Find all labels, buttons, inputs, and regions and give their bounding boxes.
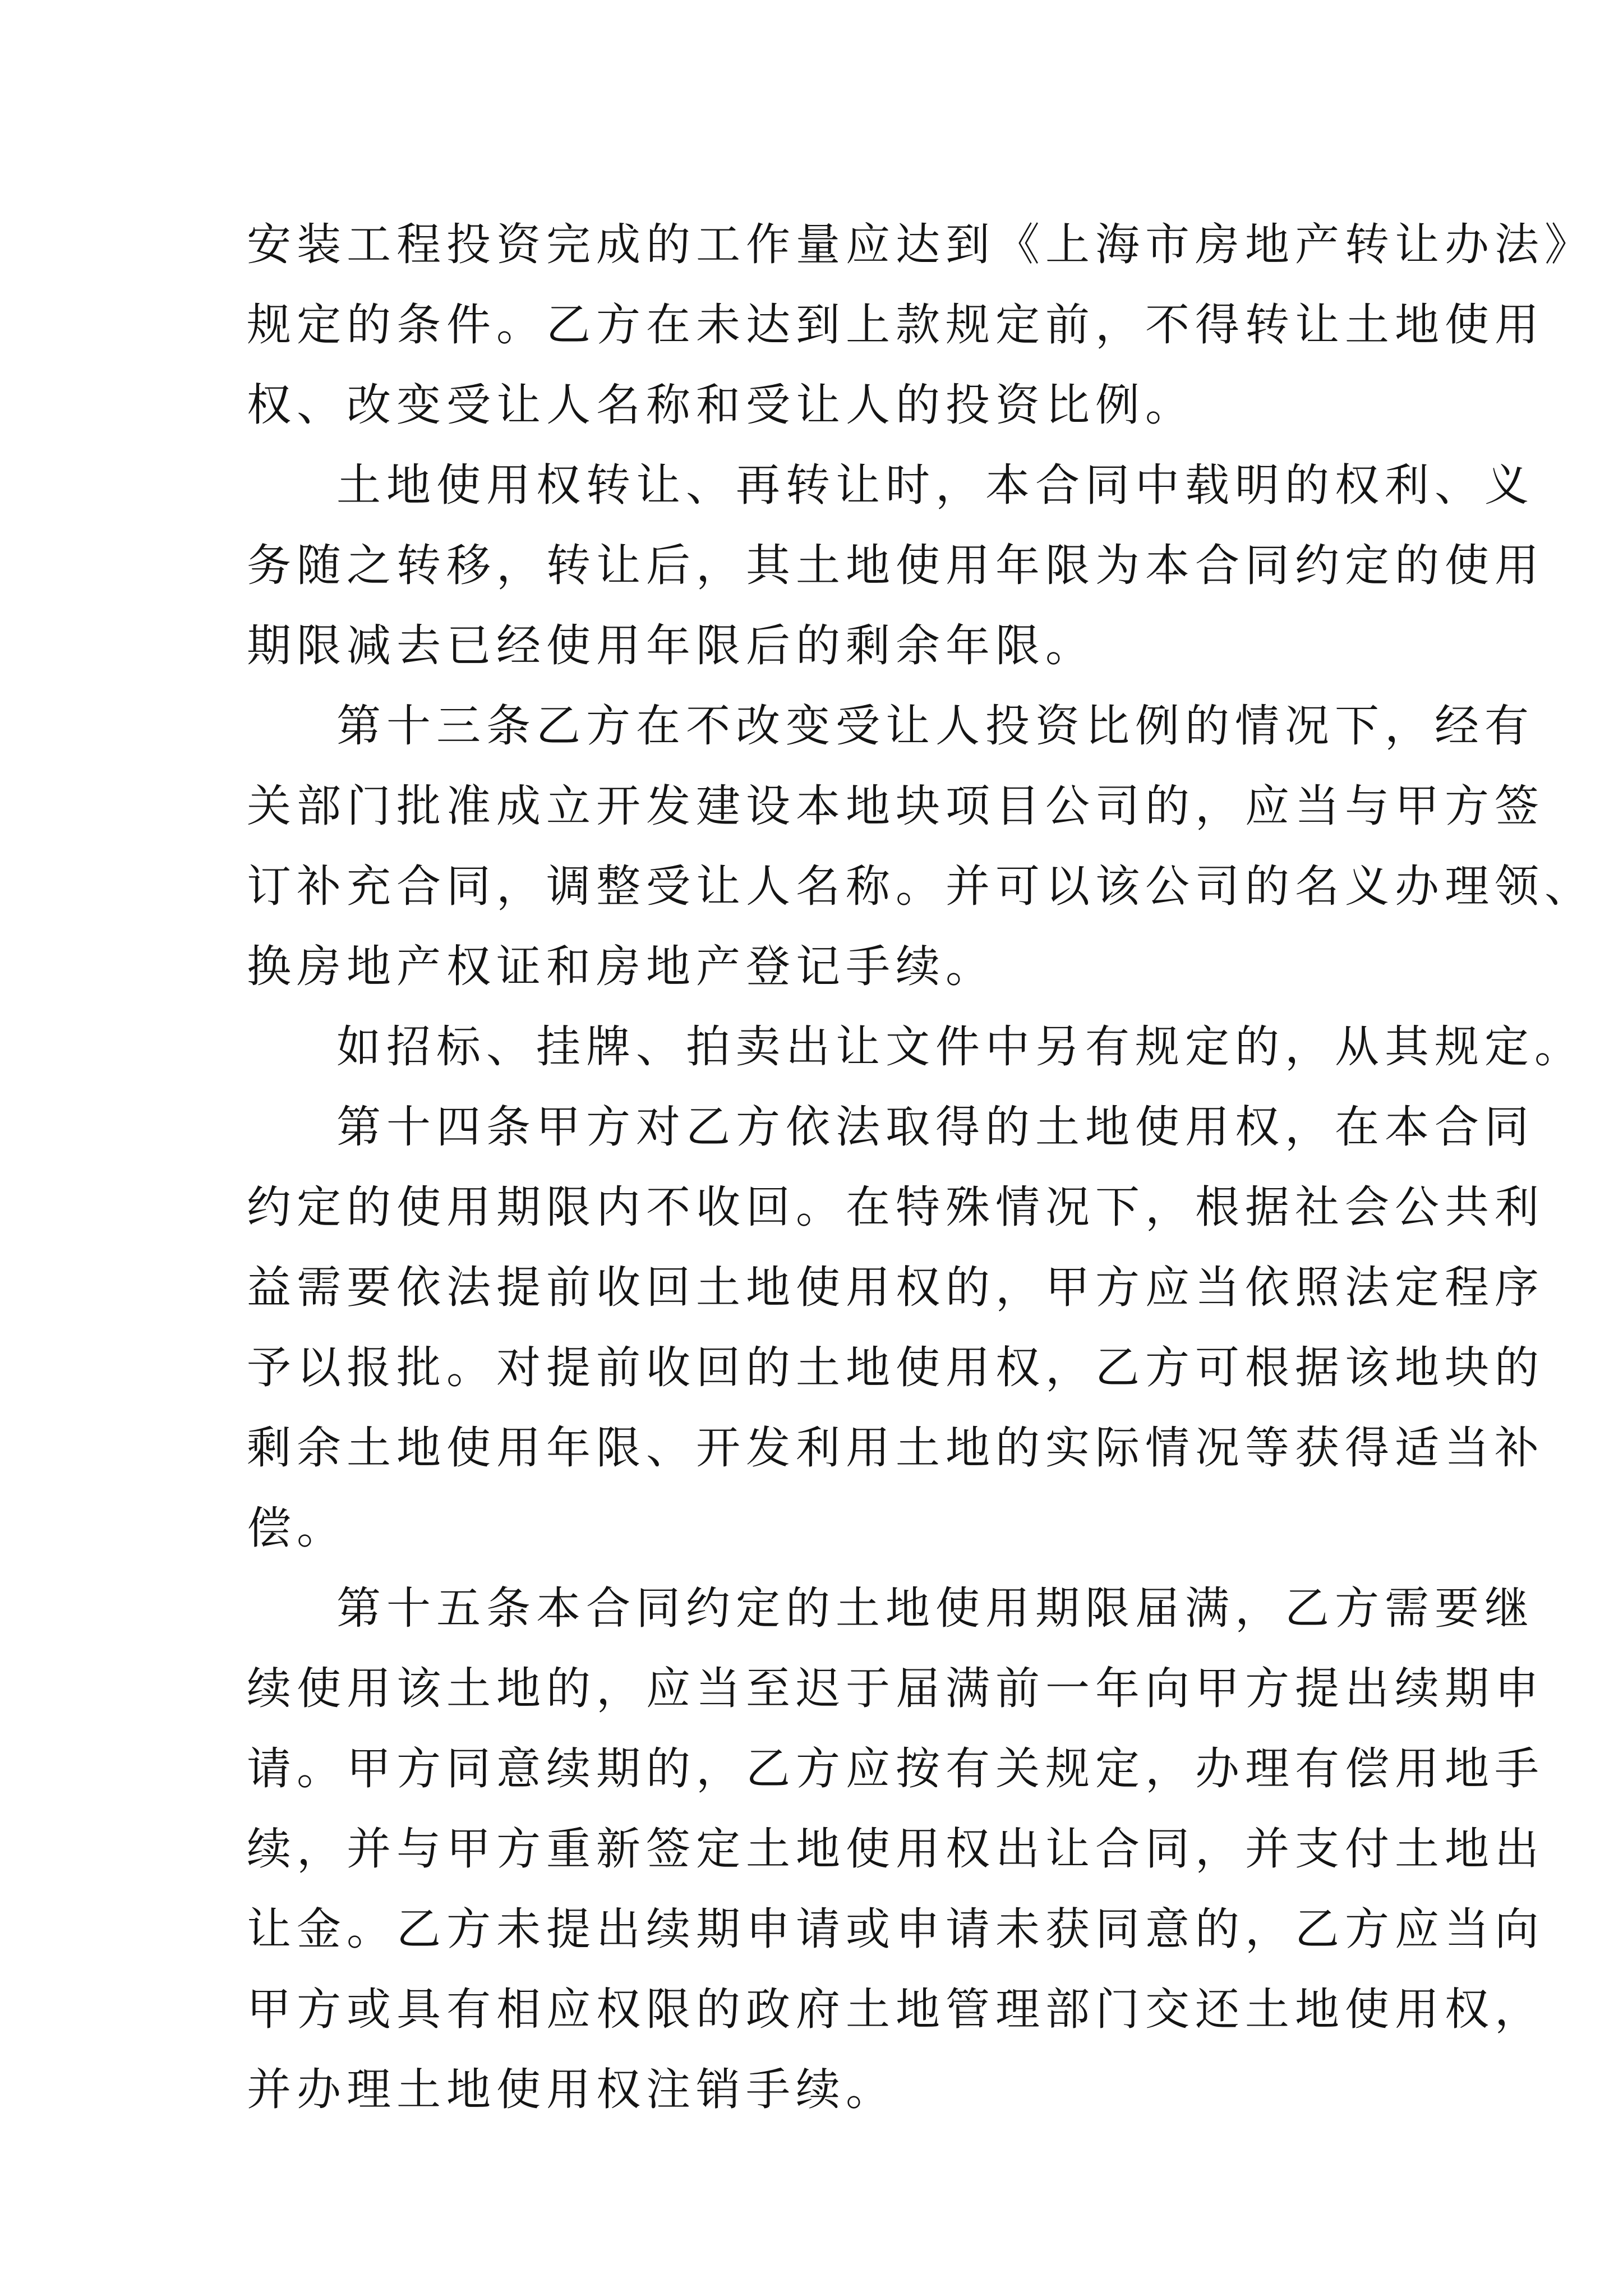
text-line: 务随之转移，转让后，其土地使用年限为本合同约定的使用 (247, 540, 1544, 591)
document-body (247, 205, 1594, 2130)
article-15-first-line: 第十五条本合同约定的土地使用期限届满，乙方需要继 (336, 1582, 1534, 1634)
text-line: 权、改变受让人名称和受让人的投资比例。 (247, 379, 1195, 431)
text-line: 约定的使用期限内不收回。在特殊情况下，根据社会公共利 (247, 1181, 1544, 1233)
text-line: 规定的条件。乙方在未达到上款规定前，不得转让土地使用 (247, 299, 1544, 351)
text-line: 关部门批准成立开发建设本地块项目公司的，应当与甲方签 (247, 780, 1544, 832)
paragraph-first-line: 土地使用权转让、再转让时，本合同中载明的权利、义 (336, 459, 1534, 511)
text-line: 续使用该土地的，应当至迟于届满前一年向甲方提出续期申 (247, 1663, 1544, 1714)
text-line: 益需要依法提前收回土地使用权的，甲方应当依照法定程序 (247, 1262, 1544, 1313)
article-13-first-line: 第十三条乙方在不改变受让人投资比例的情况下，经有 (336, 700, 1534, 752)
text-line: 剩余土地使用年限、开发利用土地的实际情况等获得适当补 (247, 1422, 1544, 1474)
text-line: 偿。 (247, 1502, 347, 1554)
text-line: 并办理土地使用权注销手续。 (247, 2064, 896, 2115)
text-line: 期限减去已经使用年限后的剩余年限。 (247, 620, 1095, 671)
paragraph-first-line: 如招标、挂牌、拍卖出让文件中另有规定的，从其规定。 (336, 1021, 1584, 1073)
article-14-first-line: 第十四条甲方对乙方依法取得的土地使用权，在本合同 (336, 1101, 1534, 1153)
text-line: 安装工程投资完成的工作量应达到《上海市房地产转让办法》 (247, 219, 1594, 270)
text-line: 予以报批。对提前收回的土地使用权，乙方可根据该地块的 (247, 1342, 1544, 1393)
text-line: 请。甲方同意续期的，乙方应按有关规定，办理有偿用地手 (247, 1743, 1544, 1795)
text-line: 订补充合同，调整受让人名称。并可以该公司的名义办理领、 (247, 861, 1594, 912)
text-line: 甲方或具有相应权限的政府土地管理部门交还土地使用权， (247, 1984, 1544, 2035)
text-line: 续，并与甲方重新签定土地使用权出让合同，并支付土地出 (247, 1823, 1544, 1875)
text-line: 让金。乙方未提出续期申请或申请未获同意的，乙方应当向 (247, 1903, 1544, 1955)
text-line: 换房地产权证和房地产登记手续。 (247, 941, 995, 992)
